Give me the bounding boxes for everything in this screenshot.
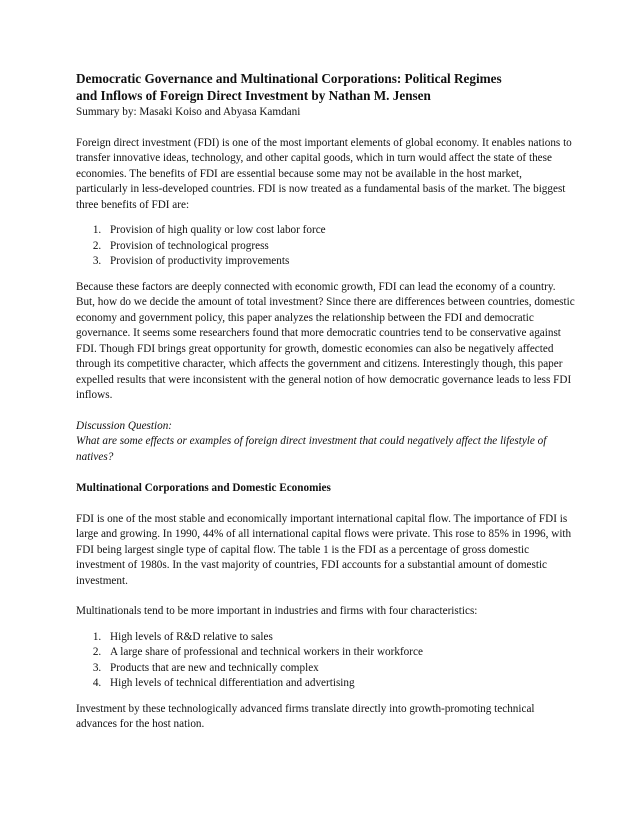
list-item: 2. A large share of professional and technical workers in their workforce bbox=[104, 645, 576, 661]
discussion-label: Discussion Question: bbox=[76, 419, 173, 432]
intro-paragraph: Foreign direct investment (FDI) is one of the most important elements of global economy. It enables nations to transfer innovative ideas, technology, and other capital goods, which in turn would affect the state of these economies. The benefits of FDI are essential because some may not be available in the host market, particularly in less-developed countries. FDI is now treated as a fundamental basis of the market. The biggest three benefits of FDI are: bbox=[76, 136, 572, 211]
discussion-question-block bbox=[76, 419, 576, 466]
fdi-paragraph: FDI is one of the most stable and economically important international capital flow. The importance of FDI is large and growing. In 1990, 44% of all international capital flows were private. This rose to 85% in 1996, with FDI being largest single type of capital flow. The table 1 is the FDI as a percentage of gross domestic investment of 1980s. In the vast majority of countries, FDI accounts for a substantial amount of domestic investment. bbox=[76, 512, 572, 587]
characteristics-list bbox=[76, 630, 576, 692]
summary-byline: Summary by: Masaki Koiso and Abyasa Kamdani bbox=[76, 106, 301, 118]
section-heading: Multinational Corporations and Domestic Economies bbox=[76, 482, 331, 494]
list-item: 1. Provision of high quality or low cost labor force bbox=[104, 223, 576, 239]
list-item: 3. Provision of productivity improvements bbox=[104, 254, 576, 270]
benefits-list bbox=[76, 223, 576, 270]
mnc-intro: Multinationals tend to be more important in industries and firms with four characteristics: bbox=[76, 605, 478, 617]
title-line-2: and Inflows of Foreign Direct Investment by Nathan M. Jensen bbox=[76, 88, 431, 103]
title-line-1: Democratic Governance and Multinational Corporations: Political Regimes bbox=[76, 71, 502, 86]
document-page bbox=[76, 70, 576, 733]
closing-paragraph: Investment by these technologically advanced firms translate directly into growth-promoting technical advances for the host nation. bbox=[76, 702, 535, 730]
growth-paragraph: Because these factors are deeply connected with economic growth, FDI can lead the economy of a country. But, how do we decide the amount of total investment? Since there are differences between countries, domestic economy and government policy, this paper analyzes the relationship between the FDI and democratic governance. It seems some researchers found that more democratic countries tend to be conservative against FDI. Though FDI brings great opportunity for growth, domestic economies can also be negatively affected through its competitive character, which affects the government and citizens. Interestingly though, this paper expelled results that were inconsistent with the general notion of how democratic governance leads to less FDI inflows. bbox=[76, 280, 575, 401]
document-title bbox=[76, 70, 576, 104]
discussion-question: What are some effects or examples of foreign direct investment that could negatively affect the lifestyle of natives? bbox=[76, 435, 547, 463]
list-item: 4. High levels of technical differentiation and advertising bbox=[104, 676, 576, 692]
list-item: 3. Products that are new and technically complex bbox=[104, 661, 576, 677]
list-item: 2. Provision of technological progress bbox=[104, 239, 576, 255]
list-item: 1. High levels of R&D relative to sales bbox=[104, 630, 576, 646]
